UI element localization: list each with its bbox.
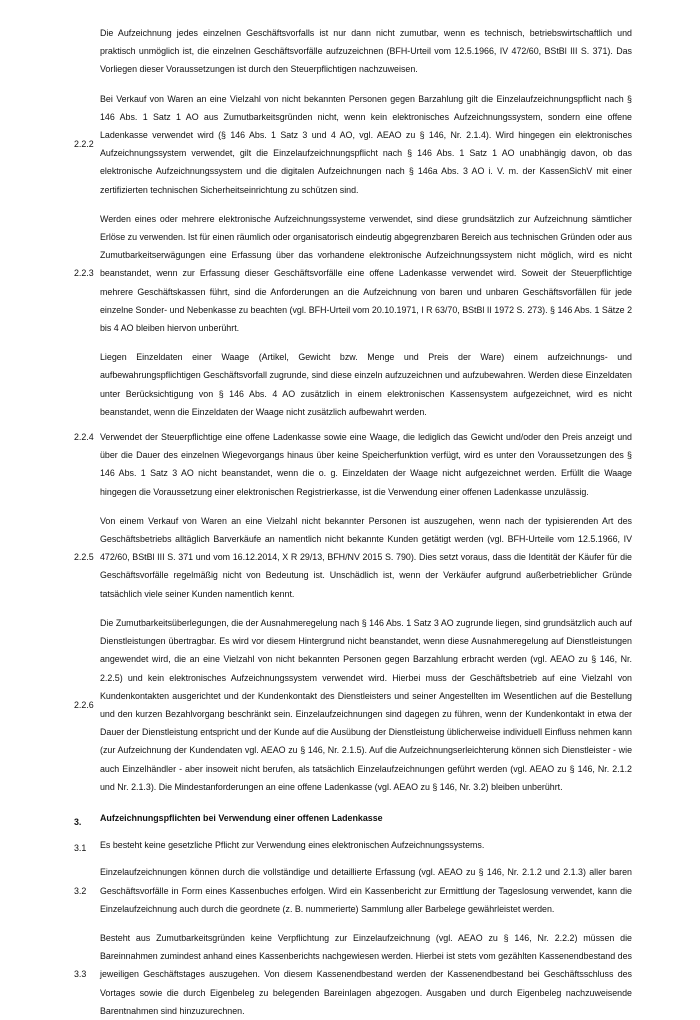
paragraph: Von einem Verkauf von Waren an eine Vielzahl nicht bekannter Personen ist auszugehen, wenn nach der typisierenden Art des Geschäftsbetriebs alltäglich Barverkäufe an namentlich nicht bekannte Kunden getätigt werden (vgl. BFH-Urteile vom 12.5.1966, IV 472/60, BStBl III S. 371 und vom 16.12.2014, X R 29/13, BFH/NV 2015 S. 790). Dies setzt voraus, dass die Identität der Käufer für die Geschäftsvorfälle regelmäßig nicht von Bedeutung ist. Unschädlich ist, wenn der Verkäufer aufgrund außerbetrieblicher Gründe tatsächlich viele seiner Kunden namentlich kennt. [100, 515, 632, 599]
heading-text: Aufzeichnungspflichten bei Verwendung einer offenen Ladenkasse [100, 812, 383, 823]
paragraph: Die Zumutbarkeitsüberlegungen, die der Ausnahmeregelung nach § 146 Abs. 1 Satz 3 AO zugrunde liegen, sind grundsätzlich auch auf Dienstleistungen übertragbar. Es wird vor diesem Hintergrund nicht beanstandet, wenn diese Ausnahmeregelung auf Dienstleistungen angewendet wird, die an eine Vielzahl von nicht bekannten Personen gegen Barzahlung erbracht werden (vgl. AEAO zu § 146, Nr. 2.2.5) und kein elektronisches Aufzeichnungssystem verwendet wird. Hierbei muss der Geschäftsbetrieb auf eine Vielzahl von Kundenkontakten ausgerichtet und der Kundenkontakt des Dienstleisters und seiner Angestellten im Wesentlichen auf die Bestellung und den kurzen Bezahlvorgang beschränkt sein. Einzelaufzeichnungen sind dagegen zu führen, wenn der Kundenkontakt in etwa der Dauer der Dienstleistung entspricht und der Kunde auf die Ausübung der Dienstleistung üblicherweise individuell Einfluss nehmen kann (zur Aufzeichnung der Kundendaten vgl. AEAO zu § 146, Nr. 2.1.5). Auf die Aufzeichnungserleichterung können sich Dienstleister - wie auch Einzelhändler - aber insoweit nicht berufen, als tatsächlich Einzelaufzeichnungen geführt werden (vgl. AEAO zu § 146, Nr. 2.1.2 und Nr. 2.1.3). Die Mindestanforderungen an eine offene Ladenkasse (vgl. AEAO zu § 146, Nr. 3.2) bleiben unberührt. [100, 617, 632, 792]
paragraph: Es besteht keine gesetzliche Pflicht zur Verwendung eines elektronischen Aufzeichnungssystems. [100, 840, 485, 851]
section-number: 2.2.2 [74, 139, 94, 150]
section-text [100, 90, 632, 199]
section-number [74, 348, 100, 421]
section-text [100, 512, 632, 603]
section-2-2-4 [0, 428, 700, 501]
paragraph: Die Aufzeichnung jedes einzelnen Geschäftsvorfalls ist nur dann nicht zumutbar, wenn es technisch, betriebswirtschaftlich und praktisch unmöglich ist, die einzelnen Geschäftsvorfälle aufzuzeichnen (BFH-Urteil vom 12.5.1966, IV 472/60, BStBl III S. 371). Das Vorliegen dieser Voraussetzungen ist durch den Steuerpflichtigen nachzuweisen. [100, 28, 632, 75]
section-text [100, 348, 632, 421]
section-3-1 [0, 836, 700, 854]
paragraph: Einzelaufzeichnungen können durch die vollständige und detaillierte Erfassung (vgl. AEAO zu § 146, Nr. 2.1.2 und 2.1.3) aller baren Geschäftsvorfälle in Form eines Kassenbuches erfolgen. Wird ein Kassenbericht zur Ermittlung der Tageslosung verwendet, kann die Einzelaufzeichnung auch durch die geordnete (z. B. nummerierte) Sammlung aller Barbelege gewährleistet werden. [100, 867, 632, 914]
section-2-2-4-intro [0, 348, 700, 421]
paragraph: Werden eines oder mehrere elektronische Aufzeichnungssysteme verwendet, sind diese grundsätzlich zur Aufzeichnung sämtlicher Erlöse zu verwenden. Ist für einen räumlich oder organisatorisch eindeutig abgegrenzbaren Bereich aus technischen Gründen oder aus Zumutbarkeitserwägungen eine Erfassung über das vorhandene elektronische Aufzeichnungssystem nicht möglich, wird es nicht beanstandet, wenn zur Erfassung dieser Geschäftsvorfälle eine offene Ladenkasse verwendet wird. Soweit der Steuerpflichtige mehrere Geschäftskassen führt, sind die Anforderungen an die Aufzeichnung von baren und unbaren Geschäftsvorfällen für jede einzelne Sonder- und Nebenkasse zu beachten (vgl. BFH-Urteil vom 20.10.1971, I R 63/70, BStBl II 1972 S. 273). § 146 Abs. 1 Sätze 2 bis 4 AO bleiben hiervon unberührt. [100, 213, 632, 334]
section-text [100, 428, 632, 501]
section-number: 2.2.6 [74, 699, 94, 710]
section-number: 2.2.4 [74, 432, 94, 443]
section-number: 2.2.5 [74, 552, 94, 563]
paragraph: Bei Verkauf von Waren an eine Vielzahl von nicht bekannten Personen gegen Barzahlung gilt die Einzelaufzeichnungspflicht nach § 146 Abs. 1 Satz 1 AO aus Zumutbarkeitsgründen nicht, wenn kein elektronisches Aufzeichnungssystem, sondern eine offene Ladenkasse verwendet wird (§ 146 Abs. 1 Satz 3 und 4 AO, vgl. AEAO zu § 146, Nr. 2.1.4). Wird hingegen ein elektronisches Aufzeichnungssystem verwendet, gilt die Einzelaufzeichnungspflicht nach § 146 Abs. 1 Satz 1 AO unabhängig davon, ob das elektronische Aufzeichnungssystem und die digitalen Aufzeichnungen nach § 146a Abs. 3 AO i. V. m. der KassenSichV mit einer zertifizierten technischen Sicherheitseinrichtung zu schützen sind. [100, 93, 632, 195]
paragraph: Besteht aus Zumutbarkeitsgründen keine Verpflichtung zur Einzelaufzeichnung (vgl. AEAO zu § 146, Nr. 2.2.2) müssen die Bareinnahmen zumindest anhand eines Kassenberichts nachgewiesen werden. Hierbei ist stets vom gezählten Kassenendbestand des jeweiligen Geschäftstages auszugehen. Von diesem Kassenendbestand werden der Kassenendbestand bei Geschäftsschluss des Vortages sowie die durch Eigenbeleg zu belegenden Bareinlagen abgezogen. Ausgaben und durch Eigenbeleg nachzuweisende Barentnahmen sind hinzuzurechnen. [100, 932, 632, 1016]
section-text [100, 929, 632, 1020]
section-text [100, 210, 632, 337]
section-number: 2.2.3 [74, 268, 94, 279]
section-intro [0, 24, 700, 79]
section-2-2-6 [0, 614, 700, 796]
section-2-2-2 [0, 90, 700, 199]
section-number: 3. [74, 816, 82, 827]
paragraph: Liegen Einzeldaten einer Waage (Artikel, Gewicht bzw. Menge und Preis der Ware) einem aufzeichnungs- und aufbewahrungspflichtigen Geschäftsvorfall zugrunde, sind diese einzeln aufzuzeichnen und aufzubewahren. Werden diese Einzeldaten unter Berücksichtigung von § 146 Abs. 4 AO zusätzlich in einem elektronischen Kassensystem aufgezeichnet, wird es nicht beanstandet, wenn die Einzeldaten der Waage nicht zusätzlich aufbewahrt werden. [100, 352, 632, 417]
section-text [100, 863, 632, 918]
section-text [100, 24, 632, 79]
section-3-2 [0, 863, 700, 918]
section-heading [100, 809, 632, 827]
section-number: 3.1 [74, 843, 87, 854]
paragraph: Verwendet der Steuerpflichtige eine offene Ladenkasse sowie eine Waage, die lediglich das Gewicht und/oder den Preis anzeigt und über die Dauer des einzelnen Wiegevorgangs hinaus über keine Speicherfunktion verfügt, wird es unter den Voraussetzungen des § 146 Abs. 1 Satz 3 AO nicht beanstandet, wenn die o. g. Einzeldaten der Waage nicht aufgezeichnet werden. Erfüllt die Waage hingegen die Voraussetzung einer elektronischen Registrierkasse, ist die Verwendung einer offenen Ladenkasse unzulässig. [100, 432, 632, 497]
section-3-heading [0, 809, 700, 827]
section-2-2-5 [0, 512, 700, 603]
section-2-2-3 [0, 210, 700, 337]
section-number [74, 24, 100, 79]
section-number: 3.2 [74, 885, 87, 896]
section-text [100, 614, 632, 796]
section-3-3 [0, 929, 700, 1020]
section-number: 3.3 [74, 969, 87, 980]
section-text [100, 836, 632, 854]
